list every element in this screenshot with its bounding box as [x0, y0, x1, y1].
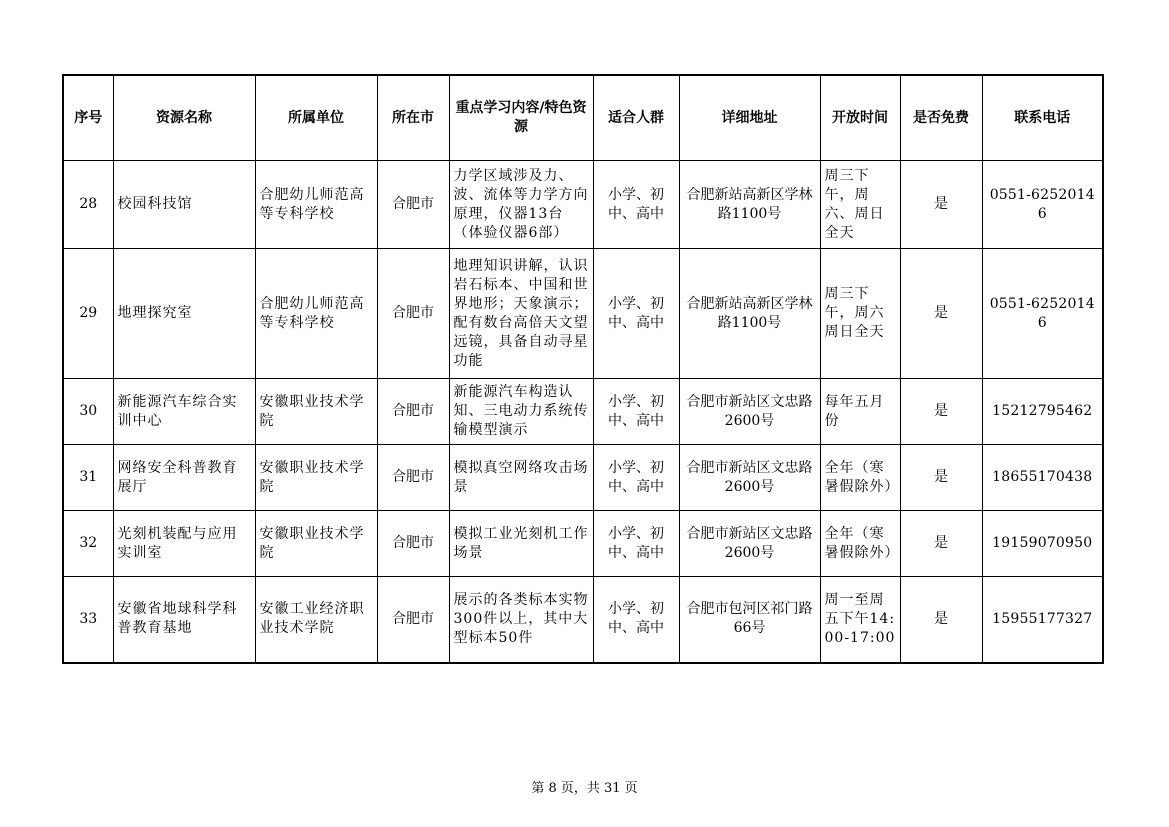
header-row [63, 75, 1103, 161]
table-row [63, 249, 1103, 379]
cell-free: 是 [900, 577, 982, 663]
cell-address: 合肥市包河区祁门路66号 [679, 577, 820, 663]
cell-unit: 安徽职业技术学院 [255, 445, 377, 511]
cell-free: 是 [900, 511, 982, 577]
header-unit: 所属单位 [255, 75, 377, 161]
header-address: 详细地址 [679, 75, 820, 161]
cell-city: 合肥市 [377, 511, 449, 577]
cell-hours: 周一至周五下午14:00-17:00 [820, 577, 900, 663]
cell-no: 31 [63, 445, 113, 511]
cell-phone: 15212795462 [982, 379, 1103, 445]
cell-phone: 15955177327 [982, 577, 1103, 663]
cell-city: 合肥市 [377, 379, 449, 445]
cell-phone: 0551-62520146 [982, 161, 1103, 249]
cell-free: 是 [900, 249, 982, 379]
cell-address: 合肥新站高新区学林路1100号 [679, 161, 820, 249]
cell-no: 30 [63, 379, 113, 445]
cell-hours: 周三下午，周六、周日全天 [820, 161, 900, 249]
cell-address: 合肥市新站区文忠路2600号 [679, 511, 820, 577]
cell-free: 是 [900, 161, 982, 249]
cell-name: 地理探究室 [113, 249, 255, 379]
header-free: 是否免费 [900, 75, 982, 161]
cell-hours: 周三下午，周六周日全天 [820, 249, 900, 379]
cell-unit: 安徽工业经济职业技术学院 [255, 577, 377, 663]
table-row [63, 445, 1103, 511]
cell-no: 28 [63, 161, 113, 249]
header-city: 所在市 [377, 75, 449, 161]
cell-hours: 全年（寒暑假除外） [820, 511, 900, 577]
cell-audience: 小学、初中、高中 [593, 161, 679, 249]
cell-phone: 19159070950 [982, 511, 1103, 577]
cell-address: 合肥市新站区文忠路2600号 [679, 379, 820, 445]
cell-content: 地理知识讲解，认识岩石标本、中国和世界地形；天象演示；配有数台高倍天文望远镜，具备自动寻星功能 [449, 249, 593, 379]
cell-city: 合肥市 [377, 577, 449, 663]
cell-phone: 18655170438 [982, 445, 1103, 511]
cell-unit: 安徽职业技术学院 [255, 511, 377, 577]
cell-unit: 合肥幼儿师范高等专科学校 [255, 161, 377, 249]
cell-name: 光刻机装配与应用实训室 [113, 511, 255, 577]
cell-name: 校园科技馆 [113, 161, 255, 249]
table-row [63, 379, 1103, 445]
cell-content: 模拟工业光刻机工作场景 [449, 511, 593, 577]
header-no: 序号 [63, 75, 113, 161]
page-footer: 第 8 页，共 31 页 [531, 781, 638, 796]
cell-city: 合肥市 [377, 249, 449, 379]
cell-city: 合肥市 [377, 161, 449, 249]
header-hours: 开放时间 [820, 75, 900, 161]
cell-address: 合肥新站高新区学林路1100号 [679, 249, 820, 379]
cell-no: 29 [63, 249, 113, 379]
cell-address: 合肥市新站区文忠路2600号 [679, 445, 820, 511]
header-audience: 适合人群 [593, 75, 679, 161]
cell-audience: 小学、初中、高中 [593, 445, 679, 511]
cell-audience: 小学、初中、高中 [593, 249, 679, 379]
cell-hours: 全年（寒暑假除外） [820, 445, 900, 511]
header-phone: 联系电话 [982, 75, 1103, 161]
cell-free: 是 [900, 379, 982, 445]
cell-city: 合肥市 [377, 445, 449, 511]
cell-hours: 每年五月份 [820, 379, 900, 445]
cell-name: 新能源汽车综合实训中心 [113, 379, 255, 445]
header-content: 重点学习内容/特色资源 [449, 75, 593, 161]
table-row [63, 161, 1103, 249]
header-name: 资源名称 [113, 75, 255, 161]
cell-name: 安徽省地球科学科普教育基地 [113, 577, 255, 663]
cell-free: 是 [900, 445, 982, 511]
cell-audience: 小学、初中、高中 [593, 379, 679, 445]
resource-table [62, 74, 1104, 664]
cell-content: 力学区域涉及力、波、流体等力学方向原理，仪器13台（体验仪器6部） [449, 161, 593, 249]
cell-unit: 合肥幼儿师范高等专科学校 [255, 249, 377, 379]
table-row [63, 577, 1103, 663]
cell-no: 33 [63, 577, 113, 663]
cell-phone: 0551-62520146 [982, 249, 1103, 379]
cell-name: 网络安全科普教育展厅 [113, 445, 255, 511]
cell-content: 新能源汽车构造认知、三电动力系统传输模型演示 [449, 379, 593, 445]
cell-unit: 安徽职业技术学院 [255, 379, 377, 445]
table-row [63, 511, 1103, 577]
cell-no: 32 [63, 511, 113, 577]
cell-audience: 小学、初中、高中 [593, 577, 679, 663]
cell-content: 模拟真空网络攻击场景 [449, 445, 593, 511]
cell-content: 展示的各类标本实物300件以上，其中大型标本50件 [449, 577, 593, 663]
cell-audience: 小学、初中、高中 [593, 511, 679, 577]
